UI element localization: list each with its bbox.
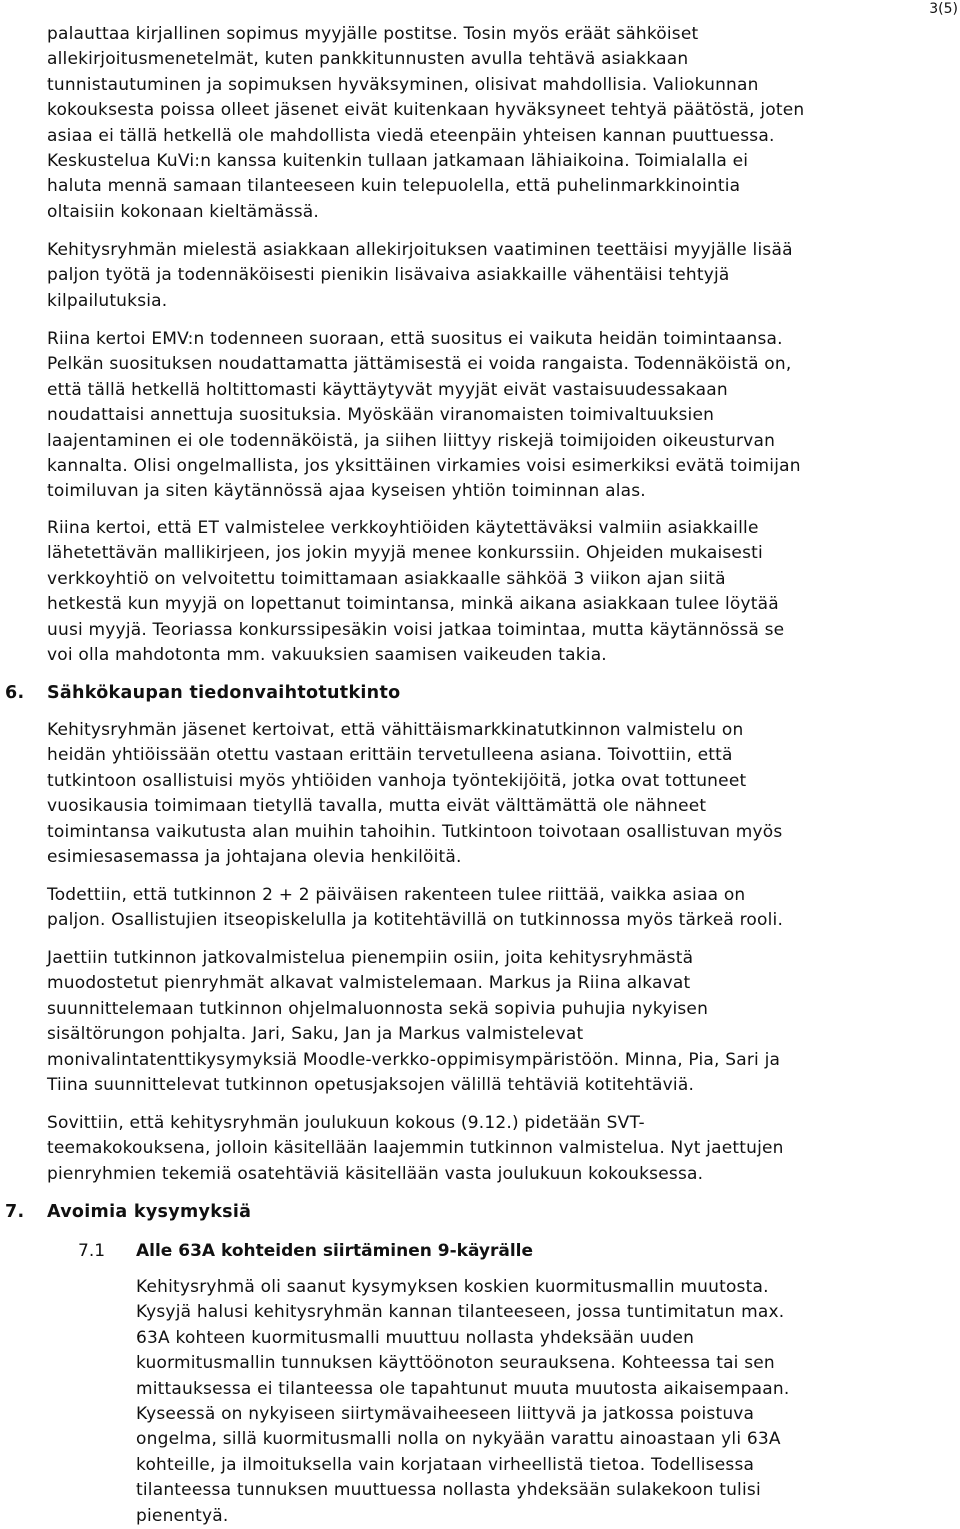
text-line: noudattaisi annettuja suosituksia. Myöskään viranomaisten toimivaltuuksien (47, 405, 715, 426)
text-line: Riina kertoi, että ET valmistelee verkkoyhtiöiden käytettäväksi valmiin asiakkaille (47, 518, 759, 538)
text-line: Kysyjä halusi kehitysryhmän kannan tilanteeseen, jossa tuntimitatun max. (136, 1302, 785, 1323)
text-line: verkkoyhtiö on velvoitettu toimittamaan asiakkaalle sähköä 3 viikon ajan siitä (47, 568, 726, 589)
text-line: vuosikausia toimimaan tietyllä tavalla, mutta eivät välttämättä ole nähneet (47, 796, 707, 817)
section-7-heading (5, 1199, 251, 1225)
text-line: pienryhmien tekemiä osatehtäviä käsitellään vasta joulukuun kokouksessa. (47, 1163, 704, 1184)
text-line: tutkintoon osallistuisi myös yhtiöiden vanhoja työntekijöitä, jotka ovat tottuneet (47, 770, 747, 791)
text-line: oltaisiin kokonaan kieltämässä. (47, 201, 320, 222)
text-line: suunnittelemaan tutkinnon ohjelmaluonnosta sekä sopivia puhujia nykyisen (47, 998, 709, 1019)
text-line: sisältörungon pohjalta. Jari, Saku, Jan ja Markus valmistelevat (47, 1024, 584, 1045)
text-line: hetkestä kun myyjä on lopettanut toimintansa, minkä aikana asiakkaan tulee löytää (47, 594, 779, 615)
text-line: Pelkän suosituksen noudattamatta jättämisestä ei voida rangaista. Todennäköistä on, (47, 354, 792, 375)
text-line: heidän yhtiöissään otettu vastaan erittäin tervetulleena asiana. Toivottiin, että (47, 745, 733, 766)
section-6-paragraph (47, 946, 780, 1098)
text-line: toimintansa vaikutusta alan muihin tahoihin. Tutkintoon toivotaan osallistuvan myös (47, 821, 783, 842)
text-line: ongelma, sillä kuormitusmalli nolla on nykyään varattu ainoastaan yli 63A (136, 1429, 781, 1450)
text-line: pienentyä. (136, 1505, 229, 1526)
section-number: 7. (5, 1202, 25, 1222)
text-line: Kyseessä on nykyiseen siirtymävaiheeseen liittyvä ja jatkossa poistuva (136, 1404, 755, 1425)
paragraph-model-letter (47, 516, 784, 668)
section-6-heading (5, 680, 400, 706)
text-line: voi olla mahdotonta mm. vakuuksien saamisen vaikeuden takia. (47, 645, 607, 666)
text-line: Jaettiin tutkinnon jatkovalmistelua pienempiin osiin, joita kehitysryhmästä (47, 948, 694, 968)
text-line: paljon. Osallistujien itseopiskelulla ja kotitehtävillä on tutkinnossa myös tärkeä rooli. (47, 910, 784, 931)
text-line: monivalintatenttikysymyksiä Moodle-verkko-oppimisympäristöön. Minna, Pia, Sari ja (47, 1049, 781, 1070)
text-line: kuormitusmallin tunnuksen käyttöönoton seurauksena. Kohteessa tai sen (136, 1353, 775, 1374)
paragraph-contract-signing (47, 22, 804, 225)
subsection-7-1-heading (78, 1238, 533, 1264)
text-line: paljon työtä ja todennäköisesti pienikin lisävaiva asiakkaille vähentäisi tehtyjä (47, 265, 730, 286)
text-line: esimiesasemassa ja johtajana olevia henkilöitä. (47, 847, 462, 868)
text-line: tilanteessa tunnuksen muuttuessa nollasta yhdeksään sulakekoon tulisi (136, 1480, 761, 1501)
paragraph-group-opinion (47, 238, 793, 314)
text-line: Keskustelua KuVi:n kanssa kuitenkin tullaan jatkamaan lähiaikoina. Toimialalla ei (47, 151, 749, 172)
text-line: palauttaa kirjallinen sopimus myyjälle postitse. Tosin myös eräät sähköiset (47, 24, 699, 44)
text-line: kannalta. Olisi ongelmallista, jos yksittäinen virkamies voisi esimerkiksi evätä toimijan (47, 456, 801, 477)
section-6-paragraph (47, 718, 782, 870)
section-title: Avoimia kysymyksiä (47, 1202, 252, 1222)
text-line: kilpailutuksia. (47, 290, 168, 311)
page-number: 3(5) (929, 1, 958, 17)
text-line: mittauksessa ei tilanteessa ole tapahtunut muuta muutosta aikaisempaan. (136, 1378, 790, 1399)
text-line: että tällä hetkellä holtittomasti käyttäytyvät myyjät eivät vastaisuudessakaan (47, 379, 728, 400)
text-line: kokouksesta poissa olleet jäsenet eivät kuitenkaan hyväksyneet tehtyä päätöstä, joten (47, 100, 805, 121)
subsection-number: 7.1 (78, 1241, 106, 1261)
text-line: muodostetut pienryhmät alkavat valmistelemaan. Markus ja Riina alkavat (47, 973, 691, 994)
paragraph-emv (47, 327, 801, 505)
text-line: Kehitysryhmän mielestä asiakkaan allekirjoituksen vaatiminen teettäisi myyjälle lisää (47, 240, 793, 260)
text-line: kohteille, ja ilmoituksella vain korjataan virheellistä tietoa. Todellisessa (136, 1454, 755, 1475)
text-line: 63A kohteen kuormitusmalli muuttuu nollasta yhdeksään uuden (136, 1327, 695, 1348)
text-line: laajentaminen ei ole todennäköistä, ja siihen liittyy riskejä toimijoiden oikeusturvan (47, 430, 776, 451)
text-line: Kehitysryhmän jäsenet kertoivat, että vähittäismarkkinatutkinnon valmistelu on (47, 720, 744, 740)
text-line: Kehitysryhmä oli saanut kysymyksen koskien kuormitusmallin muutosta. (136, 1277, 769, 1297)
text-line: uusi myyjä. Teoriassa konkurssipesäkin voisi jatkaa toimintaa, mutta käytännössä se (47, 619, 785, 640)
text-line: lähetettävän mallikirjeen, jos jokin myyjä menee konkurssiin. Ohjeiden mukaisesti (47, 543, 763, 564)
text-line: teemakokouksena, jolloin käsitellään laajemmin tutkinnon valmistelua. Nyt jaettujen (47, 1138, 784, 1159)
text-line: allekirjoitusmenetelmät, kuten pankkitunnusten avulla tehtävä asiakkaan (47, 49, 689, 70)
section-number: 6. (5, 683, 25, 703)
text-line: Sovittiin, että kehitysryhmän joulukuun kokous (9.12.) pidetään SVT- (47, 1113, 645, 1133)
text-line: tunnistautuminen ja sopimuksen hyväksyminen, olisivat mahdollisia. Valiokunnan (47, 74, 759, 95)
text-line: Tiina suunnittelevat tutkinnon opetusjaksojen välillä tehtäviä kotitehtäviä. (47, 1075, 695, 1096)
text-line: asiaa ei tällä hetkellä ole mahdollista viedä eteenpäin yhteisen kannan puuttuessa. (47, 125, 775, 146)
text-line: toimiluvan ja siten käytännössä ajaa kyseisen yhtiön toiminnan alas. (47, 481, 646, 502)
section-6-paragraph (47, 1111, 784, 1187)
subsection-7-1-paragraph (136, 1275, 789, 1529)
text-line: Todettiin, että tutkinnon 2 + 2 päiväisen rakenteen tulee riittää, vaikka asiaa on (47, 885, 746, 905)
section-6-paragraph (47, 883, 783, 934)
subsection-title: Alle 63A kohteiden siirtäminen 9-käyrälle (136, 1241, 534, 1261)
text-line: haluta mennä samaan tilanteeseen kuin telepuolella, että puhelinmarkkinointia (47, 176, 741, 197)
section-title: Sähkökaupan tiedonvaihtotutkinto (47, 683, 401, 703)
text-line: Riina kertoi EMV:n todenneen suoraan, että suositus ei vaikuta heidän toimintaansa. (47, 329, 783, 349)
